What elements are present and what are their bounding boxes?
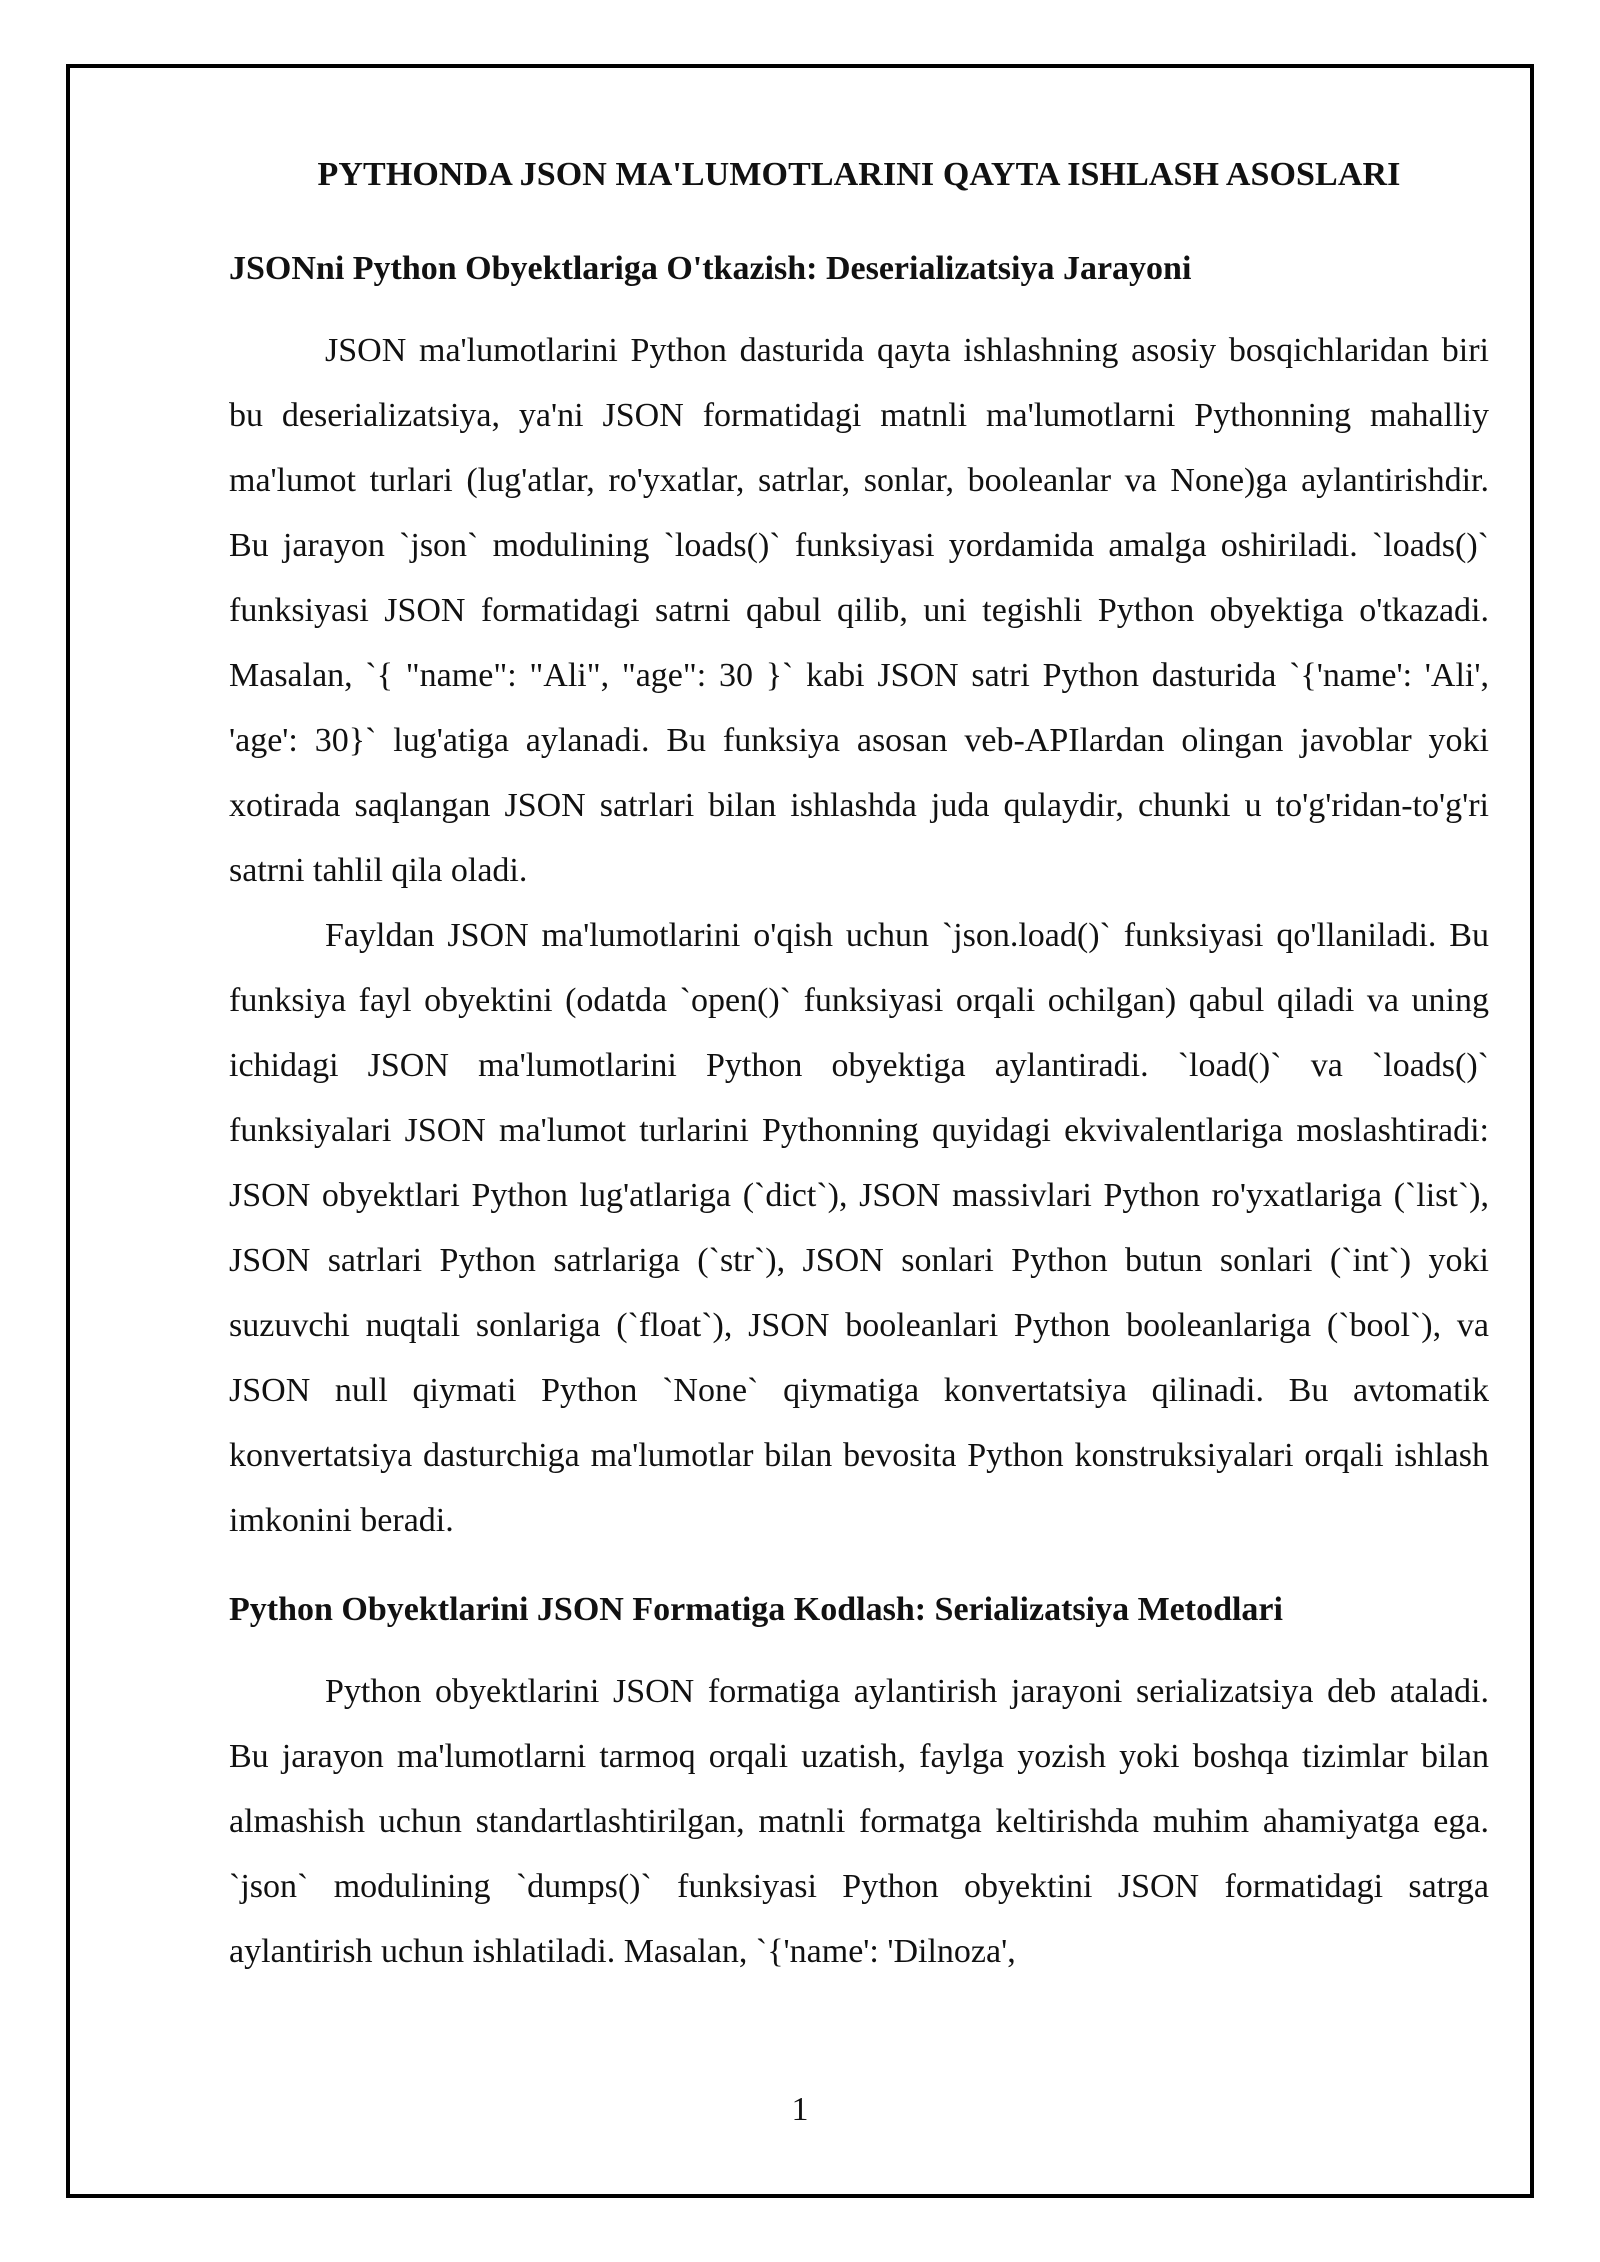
section-heading-deserialization: JSONni Python Obyektlariga O'tkazish: Deserializatsiya Jarayoni [229, 250, 1192, 287]
paragraph-deserialization-loads: JSON ma'lumotlarini Python dasturida qayta ishlashning asosiy bosqichlaridan biri bu deserializatsiya, ya'ni JSON formatidagi matnli ma'lumotlarni Pythonning mahalliy ma'lumot turlari (lug'atlar, ro'yxatlar, satrlar, sonlar, booleanlar va None)ga aylantirishdir. Bu jarayon `json` modulining `loads()` funksiyasi yordamida amalga oshiriladi. `loads()` funksiyasi JSON formatidagi satrni qabul qilib, uni tegishli Python obyektiga o'tkazadi. Masalan, `{ "name": "Ali", "age": 30 }` kabi JSON satri Python dasturida `{'name': 'Ali', 'age': 30}` lug'atiga aylanadi. Bu funksiya asosan veb-APIlardan olingan javoblar yoki xotirada saqlangan JSON satrlari bilan ishlashda juda qulaydir, chunki u to'g'ridan-to'g'ri satrni tahlil qila oladi. [229, 332, 1489, 889]
page-number: 1 [791, 2091, 809, 2128]
section-heading-serialization: Python Obyektlarini JSON Formatiga Kodlash: Serializatsiya Metodlari [229, 1591, 1283, 1628]
paragraph-serialization-dumps: Python obyektlarini JSON formatiga aylantirish jarayoni serializatsiya deb ataladi. Bu jarayon ma'lumotlarni tarmoq orqali uzatish, faylga yozish yoki boshqa tizimlar bilan almashish uchun standartlashtirilgan, matnli formatga keltirishda muhim ahamiyatga ega. `json` modulining `dumps()` funksiyasi Python obyektini JSON formatidagi satrga aylantirish uchun ishlatiladi. Masalan, `{'name': 'Dilnoza', [229, 1673, 1489, 1970]
document-body [229, 148, 1489, 1984]
paragraph-deserialization-load: Fayldan JSON ma'lumotlarini o'qish uchun `json.load()` funksiyasi qo'llaniladi. Bu funksiya fayl obyektini (odatda `open()` funksiyasi orqali ochilgan) qabul qiladi va uning ichidagi JSON ma'lumotlarini Python obyektiga aylantiradi. `load()` va `loads()` funksiyalari JSON ma'lumot turlarini Pythonning quyidagi ekvivalentlariga moslashtiradi: JSON obyektlari Python lug'atlariga (`dict`), JSON massivlari Python ro'yxatlariga (`list`), JSON satrlari Python satrlariga (`str`), JSON sonlari Python butun sonlari (`int`) yoki suzuvchi nuqtali sonlariga (`float`), JSON booleanlari Python booleanlariga (`bool`), va JSON null qiymati Python `None` qiymatiga konvertatsiya qilinadi. Bu avtomatik konvertatsiya dasturchiga ma'lumotlar bilan bevosita Python konstruksiyalari orqali ishlash imkonini beradi. [229, 917, 1489, 1539]
document-title: PYTHONDA JSON MA'LUMOTLARINI QAYTA ISHLASH ASOSLARI [317, 156, 1401, 193]
